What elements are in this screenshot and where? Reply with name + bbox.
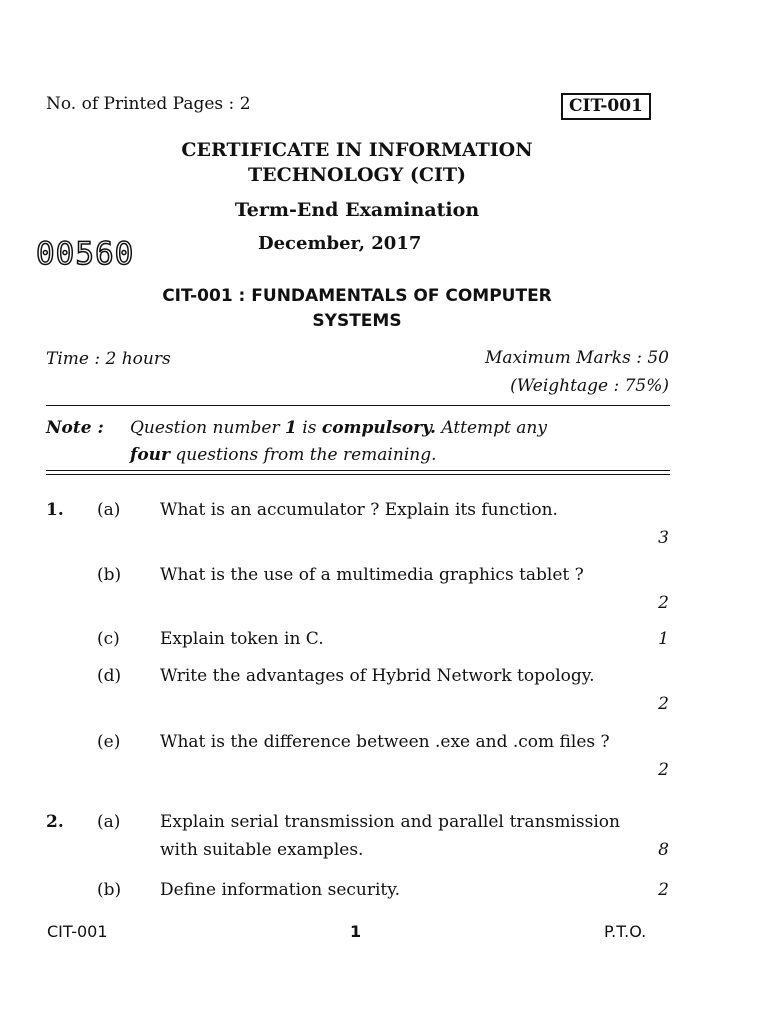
question-part-marks: 2 (658, 593, 669, 613)
question-part-marks: 3 (658, 528, 669, 548)
double-divider-top (46, 470, 670, 471)
please-turn-over: P.T.O. (604, 922, 647, 941)
page-number: 1 (350, 922, 362, 941)
course-code-box: CIT-001 (561, 93, 651, 120)
question-part-text: Explain token in C. (160, 629, 324, 649)
question-part-text: What is the use of a multimedia graphics tablet ? (160, 565, 584, 585)
question-part-text: Write the advantages of Hybrid Network topology. (160, 666, 595, 686)
note-rest1: Attempt any (435, 418, 547, 438)
footer-course-code: CIT-001 (47, 922, 108, 941)
serial-number-stamp: 00560 (36, 236, 135, 272)
programme-title-line2: TECHNOLOGY (CIT) (247, 164, 467, 186)
question-part-label: (d) (97, 666, 122, 686)
question-part-marks: 8 (658, 840, 669, 860)
note-label: Note : (46, 418, 104, 438)
time-allowed: Time : 2 hours (46, 349, 171, 369)
question-part-label: (a) (97, 812, 121, 832)
question-part-text: Explain serial transmission and parallel transmission with suitable examples. (160, 812, 620, 860)
note-question-number: 1 (285, 418, 297, 438)
note-compulsory: compulsory. (321, 418, 436, 438)
note-rest2: questions from the remaining. (169, 445, 437, 465)
subject-title-line2: SYSTEMS (312, 311, 402, 331)
question-part-text: What is an accumulator ? Explain its function. (160, 500, 558, 520)
note-four: four (130, 445, 170, 465)
printed-pages: No. of Printed Pages : 2 (46, 94, 251, 114)
note-text (130, 415, 670, 469)
question-part-marks: 2 (658, 760, 669, 780)
question-part-label: (b) (97, 565, 122, 585)
question-part-marks: 2 (658, 694, 669, 714)
exam-title: Term-End Examination (234, 199, 480, 221)
exam-date: December, 2017 (258, 233, 422, 254)
question-part-label: (e) (97, 732, 121, 752)
question-number: 1. (46, 500, 64, 520)
programme-title-line1: CERTIFICATE IN INFORMATION (181, 139, 533, 161)
note-mid: is (296, 418, 322, 438)
question-part-marks: 2 (658, 880, 669, 900)
subject-title-line1: CIT-001 : FUNDAMENTALS OF COMPUTER (162, 286, 552, 306)
maximum-marks: Maximum Marks : 50 (484, 348, 669, 368)
question-part-label: (b) (97, 880, 122, 900)
divider (46, 405, 670, 406)
question-part-text: What is the difference between .exe and .com files ? (160, 732, 610, 752)
double-divider-bottom (46, 474, 670, 475)
weightage: (Weightage : 75%) (510, 376, 669, 396)
question-number: 2. (46, 812, 64, 832)
question-part-label: (a) (97, 500, 121, 520)
question-part-marks: 1 (658, 629, 669, 649)
note-pre: Question number (130, 418, 286, 438)
question-part-label: (c) (97, 629, 120, 649)
question-part-text: Define information security. (160, 880, 400, 900)
